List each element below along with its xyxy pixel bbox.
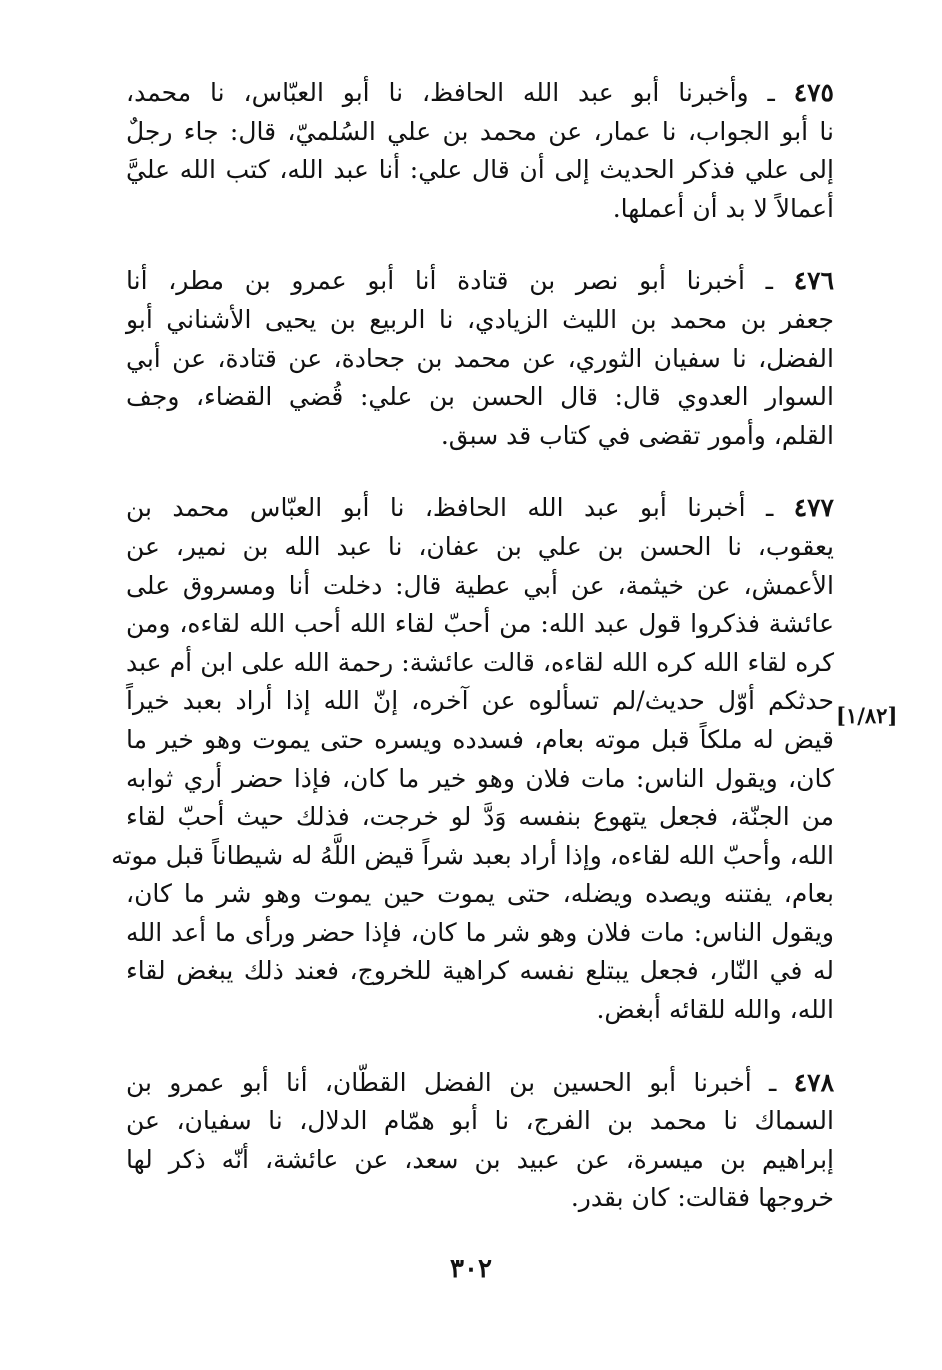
page-number: ٣٠٢	[450, 1254, 492, 1284]
text-line: السماك نا محمد بن الفرج، نا أبو همّام الدلال، نا سفيان، عن	[126, 1106, 834, 1136]
text-line: قيض له ملكاً قبل موته بعام، فسدده ويسره حتى يموت وهو خير ما	[126, 724, 834, 754]
text-line: له في النّار، فجعل يبتلع نفسه كراهية للخروج، فعند ذلك يبغض لقاء	[126, 956, 834, 986]
hadith-number: ٤٧٨	[793, 1067, 835, 1097]
hadith-number: ٤٧٥	[793, 78, 834, 107]
text-line: نا أبو الجواب، نا عمار، عن محمد بن علي السُلميّ، قال: جاء رجلٌ	[126, 116, 834, 146]
text-line: جعفر بن محمد بن الليث الزيادي، نا الربيع بن يحيى الأشناني أبو	[126, 304, 834, 334]
line-text: ـ وأخبرنا أبو عبد الله الحافظ، نا أبو العبّاس، نا محمد،	[126, 78, 775, 107]
text-line: السوار العدوي قال: قال الحسن بن علي: قُضي القضاء، وجف	[126, 382, 834, 412]
text-line: عائشة فذكروا قول عبد الله: من أحبّ لقاء الله أحب الله لقاءه، ومن	[126, 609, 834, 639]
text-line: كان، ويقول الناس: مات فلان وهو خير ما كان، فإذا حضر أري ثوابه	[126, 763, 834, 793]
text-line: الله، والله للقائه أبغض.	[596, 995, 834, 1025]
text-line: خروجها فقالت: كان بقدر.	[570, 1183, 834, 1213]
text-line: بعام، يفتنه ويصده ويضله، حتى يموت حين يموت وهو شر ما كان،	[126, 879, 834, 909]
text-line: حدثكم أوّل حديث/لم تسألوه عن آخره، إنّ الله إذا أراد بعبد خيراً	[126, 686, 834, 716]
text-line: إلى علي فذكر الحديث إلى أن قال علي: أنا عبد الله، كتب الله عليَّ	[126, 155, 834, 185]
line-text: ـ أخبرنا أبو عبد الله الحافظ، نا أبو العبّاس محمد بن	[126, 493, 774, 523]
text-line	[126, 1064, 834, 1103]
text-line	[126, 489, 834, 528]
margin-reference: [١/٨٢]	[836, 703, 898, 728]
hadith-477	[111, 489, 834, 1029]
hadith-478	[126, 1064, 834, 1218]
text-line: كره لقاء الله كره الله لقاءه، قالت عائشة: رحمة الله على ابن أم عبد	[126, 647, 834, 677]
hadith-number: ٤٧٧	[793, 493, 834, 523]
hadith-number: ٤٧٦	[793, 266, 835, 296]
text-line: يعقوب، نا الحسن بن علي بن عفان، نا عبد الله بن نمير، عن	[126, 531, 834, 561]
text-line: القلم، وأمور تقضى في كتاب قد سبق.	[440, 420, 834, 450]
line-text: ـ أخبرنا أبو نصر بن قتادة أنا أبو عمرو بن مطر، أنا	[126, 266, 773, 296]
text-line: من الجنّة، فجعل يتهوع بنفسه وَدَّ لو خرجت، فذلك حيث أحبّ لقاء	[126, 802, 834, 832]
text-line: الفضل، نا سفيان الثوري، عن محمد بن جحادة، عن قتادة، عن أبي	[126, 343, 834, 373]
text-line	[126, 74, 834, 113]
line-text: ـ أخبرنا أبو الحسين بن الفضل القطّان، أنا أبو عمرو بن	[126, 1067, 777, 1097]
text-line: الله، وأحبّ الله لقاءه، وإذا أراد بعبد شراً قيض اللَّهُ له شيطاناً قبل موته	[111, 840, 834, 870]
page-body	[111, 74, 835, 1252]
text-line: إبراهيم بن ميسرة، عن عبيد بن سعد، عن عائشة، أنّه ذكر لها	[126, 1144, 834, 1174]
hadith-475	[126, 74, 834, 228]
text-line	[126, 262, 834, 301]
text-line: ويقول الناس: مات فلان وهو شر ما كان، فإذا حضر ورأى ما أعد الله	[126, 917, 834, 947]
text-line: أعمالاً لا بد أن أعملها.	[612, 193, 834, 223]
hadith-476	[126, 262, 834, 455]
text-line: الأعمش، عن خيثمة، عن أبي عطية قال: دخلت أنا ومسروق على	[126, 570, 834, 600]
